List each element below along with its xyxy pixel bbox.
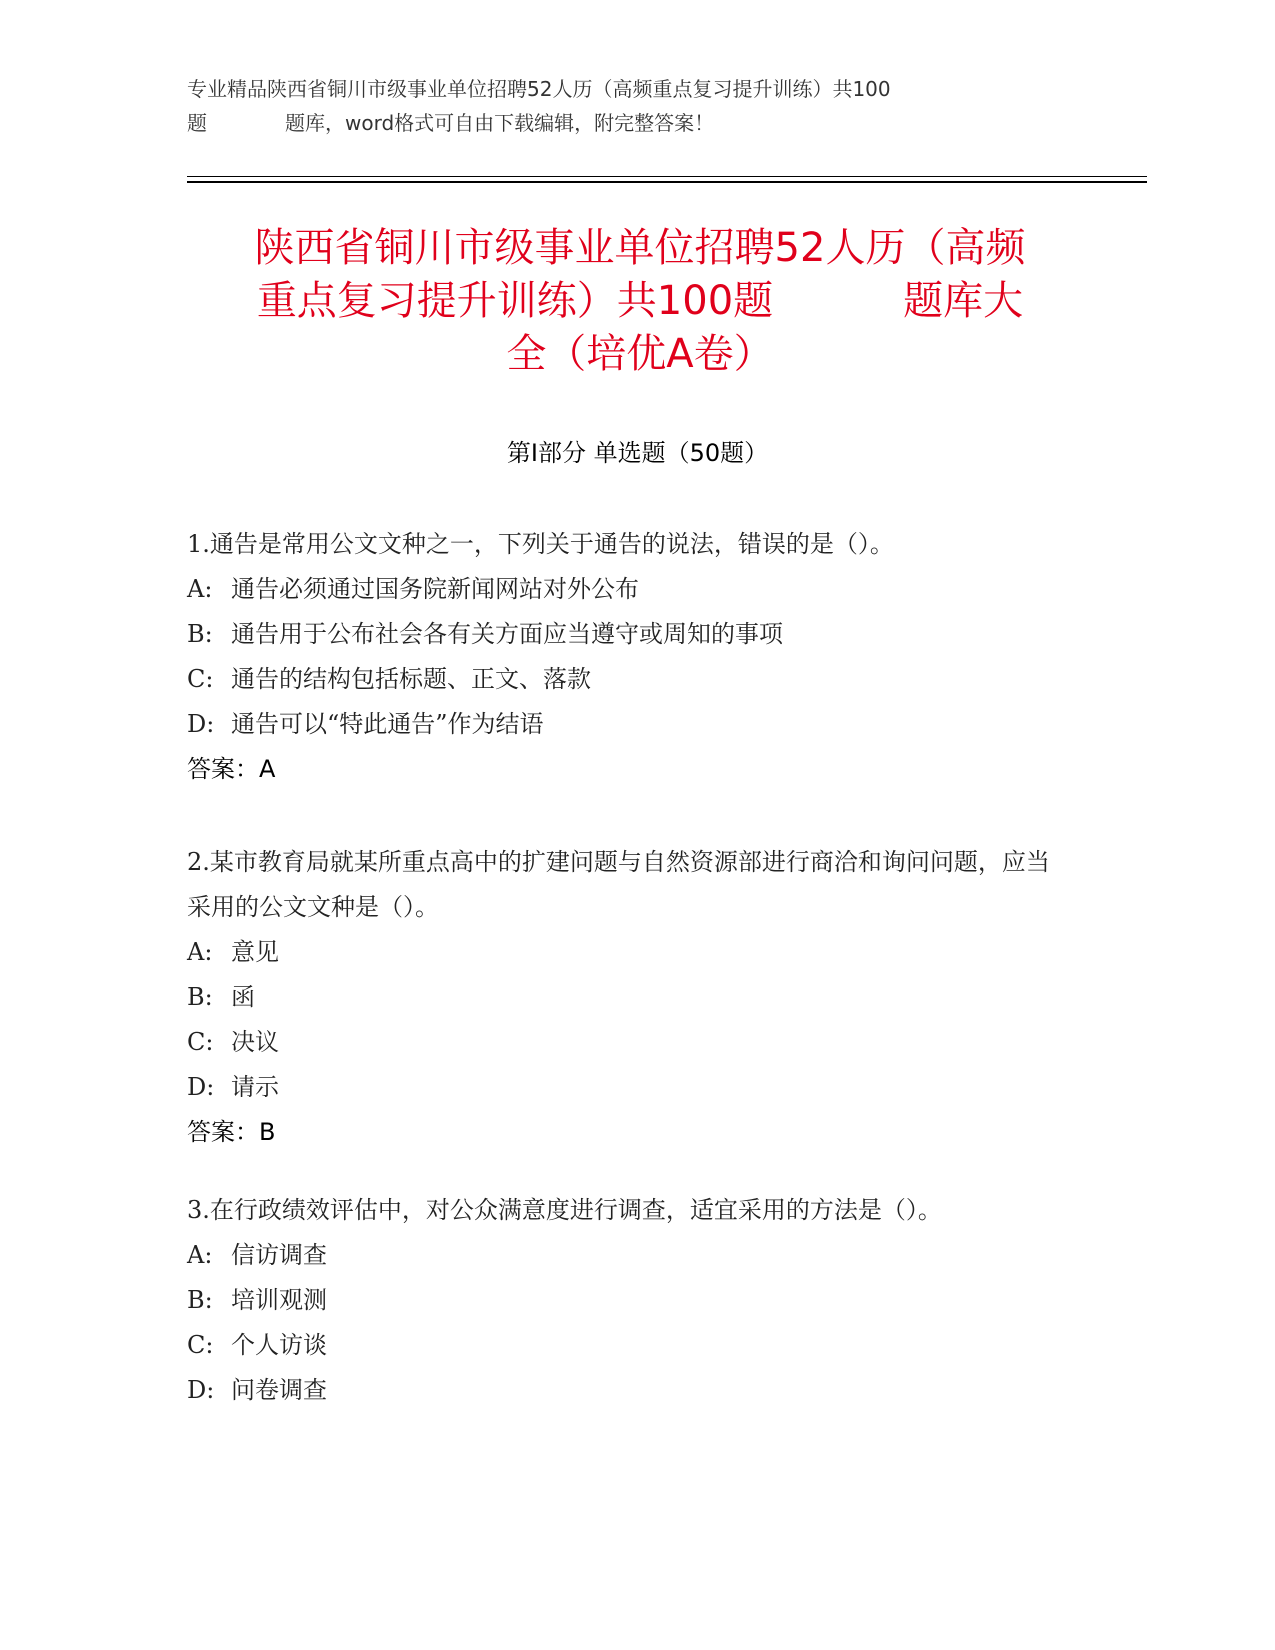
option-key: B: bbox=[187, 983, 213, 1011]
question-1 bbox=[187, 522, 1067, 792]
option-b bbox=[187, 1278, 1067, 1323]
document-title bbox=[180, 222, 1100, 381]
question-3 bbox=[187, 1188, 1067, 1413]
option-a bbox=[187, 567, 1067, 612]
option-c bbox=[187, 657, 1067, 702]
header-note-line-2-start: 题 bbox=[187, 111, 207, 135]
option-key: D: bbox=[187, 710, 215, 738]
header-note-line-1: 专业精品陕西省铜川市级事业单位招聘52人历（高频重点复习提升训练）共100 bbox=[187, 77, 891, 101]
option-text: 通告的结构包括标题、正文、落款 bbox=[231, 665, 591, 693]
option-text: 通告可以“特此通告”作为结语 bbox=[231, 710, 544, 738]
option-key: B: bbox=[187, 620, 213, 648]
option-key: D: bbox=[187, 1073, 215, 1101]
option-text: 信访调查 bbox=[231, 1241, 327, 1269]
option-text: 函 bbox=[231, 983, 255, 1011]
option-key: B: bbox=[187, 1286, 213, 1314]
title-line-2-start: 重点复习提升训练）共100题 bbox=[256, 278, 774, 324]
option-key: A: bbox=[187, 938, 213, 966]
title-line-3: 全（培优A卷） bbox=[506, 331, 774, 377]
option-d bbox=[187, 702, 1067, 747]
section-title: 第I部分 单选题（50题） bbox=[506, 439, 769, 467]
header-note-line-2 bbox=[187, 106, 1067, 140]
option-a bbox=[187, 1233, 1067, 1278]
option-key: C: bbox=[187, 1028, 214, 1056]
option-c bbox=[187, 1020, 1067, 1065]
option-key: C: bbox=[187, 665, 214, 693]
option-text: 通告必须通过国务院新闻网站对外公布 bbox=[231, 575, 639, 603]
option-d bbox=[187, 1065, 1067, 1110]
option-text: 请示 bbox=[231, 1073, 279, 1101]
option-key: D: bbox=[187, 1376, 215, 1404]
option-d bbox=[187, 1368, 1067, 1413]
question-stem: 2.某市教育局就某所重点高中的扩建问题与自然资源部进行商洽和询问问题，应当采用的公文文种是（）。 bbox=[187, 848, 1050, 921]
title-line-1: 陕西省铜川市级事业单位招聘52人历（高频 bbox=[254, 225, 1026, 271]
question-stem: 3.在行政绩效评估中，对公众满意度进行调查，适宜采用的方法是（）。 bbox=[187, 1196, 942, 1224]
header-divider-thin bbox=[187, 176, 1147, 177]
option-text: 通告用于公布社会各有关方面应当遵守或周知的事项 bbox=[231, 620, 783, 648]
header-divider-thick bbox=[187, 181, 1147, 183]
option-text: 决议 bbox=[231, 1028, 279, 1056]
answer-line: 答案：B bbox=[187, 1118, 276, 1146]
option-key: A: bbox=[187, 575, 213, 603]
title-line-2 bbox=[180, 275, 1100, 328]
option-b bbox=[187, 612, 1067, 657]
option-text: 个人访谈 bbox=[231, 1331, 327, 1359]
question-2 bbox=[187, 840, 1067, 1155]
option-b bbox=[187, 975, 1067, 1020]
answer-line: 答案：A bbox=[187, 755, 276, 783]
header-note bbox=[187, 72, 1067, 140]
option-text: 意见 bbox=[231, 938, 279, 966]
question-stem: 1.通告是常用公文文种之一，下列关于通告的说法，错误的是（）。 bbox=[187, 530, 894, 558]
header-note-line-2-end: 题库，word格式可自由下载编辑，附完整答案！ bbox=[285, 111, 715, 135]
option-a bbox=[187, 930, 1067, 975]
title-line-2-end: 题库大 bbox=[903, 278, 1024, 324]
option-text: 问卷调查 bbox=[231, 1376, 327, 1404]
option-key: A: bbox=[187, 1241, 213, 1269]
option-text: 培训观测 bbox=[231, 1286, 327, 1314]
option-key: C: bbox=[187, 1331, 214, 1359]
option-c bbox=[187, 1323, 1067, 1368]
